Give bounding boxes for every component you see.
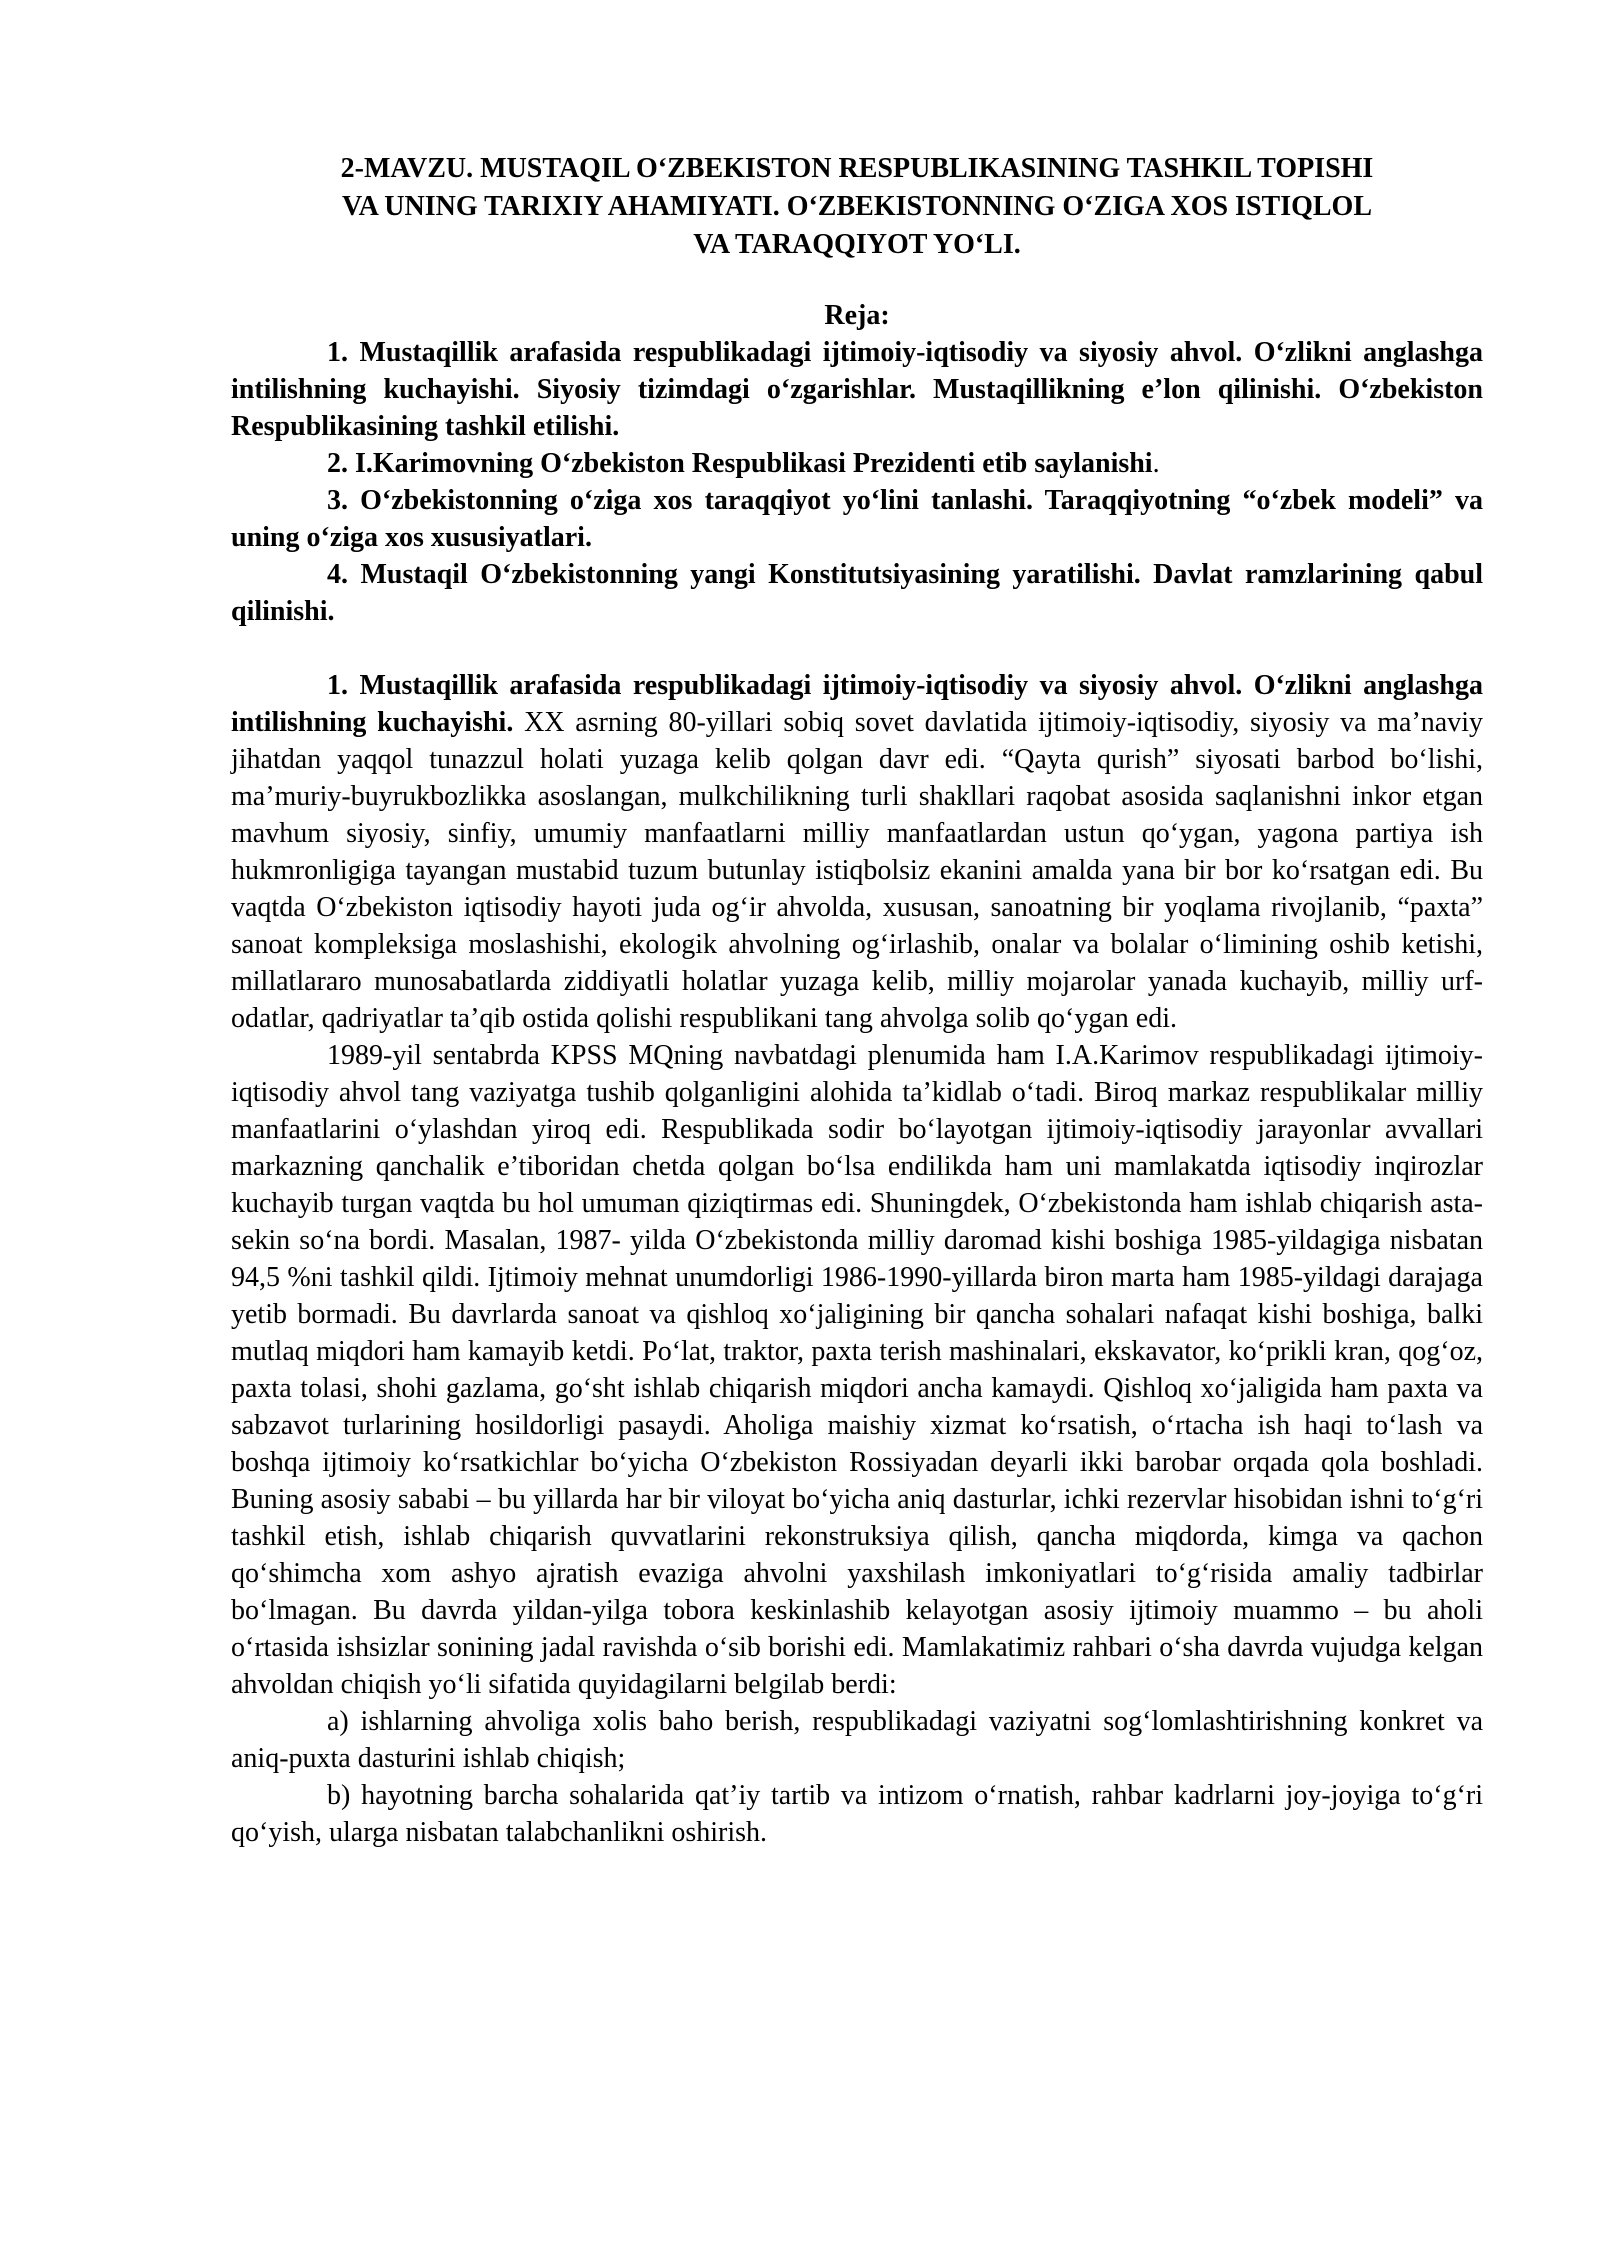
title-line-2: VA UNING TARIXIY AHAMIYATI. O‘ZBEKISTONNING O‘ZIGA XOS ISTIQLOL	[341, 191, 1373, 222]
section-1-text: XX asrning 80-yillari sobiq sovet davlatida ijtimoiy-iqtisodiy, siyosiy va ma’naviy jihatdan yaqqol tunazzul holati yuzaga kelib qolgan davr edi. “Qayta qurish” siyosati barbod bo‘lishi, ma’muriy-buyrukbozlikka asoslangan, mulkchilikning turli shakllari raqobat asosida saqlanishni inkor etgan mavhum siyosiy, sinfiy, umumiy manfaatlarni milliy manfaatlardan ustun qo‘ygan, yagona partiya ish hukmronligiga tayangan mustabid tuzum butunlay istiqbolsiz ekanini amalda yana bir bor ko‘rsatgan edi. Bu vaqtda O‘zbekiston iqtisodiy hayoti juda og‘ir ahvolda, xususan, sanoatning bir yoqlama rivojlanib, “paxta” sanoat kompleksiga moslashishi, ekologik ahvolning og‘irlashib, onalar va bolalar o‘limining oshib ketishi, millatlararo munosabatlarda ziddiyatli holatlar yuzaga kelib, milliy mojarolar yanada kuchayib, milliy urf-odatlar, qadriyatlar ta’qib ostida qolishi respublikani tang ahvolga solib qo‘ygan edi.	[231, 707, 1483, 1034]
title-line-3: VA TARAQQIYOT YO‘LI.	[693, 229, 1021, 260]
plan-item-2-period: .	[1152, 448, 1160, 479]
plan-item-3: 3. O‘zbekistonning o‘ziga xos taraqqiyot yo‘lini tanlashi. Taraqqiyotning “o‘zbek modeli” va uning o‘ziga xos xususiyatlari.	[231, 485, 1483, 553]
body-paragraph-1989: 1989-yil sentabrda KPSS MQning navbatdagi plenumida ham I.A.Karimov respublikadagi ijtimoiy-iqtisodiy ahvol tang vaziyatga tushib qolganligini alohida ta’kidlab o‘tadi. Biroq markaz respublikalar milliy manfaatlarini o‘ylashdan yiroq edi. Respublikada sodir bo‘layotgan ijtimoiy-iqtisodiy jarayonlar avvallari markazning qanchalik e’tiboridan chetda qolgan bo‘lsa endilikda ham uni mamlakatda iqtisodiy inqirozlar kuchayib turgan vaqtda bu hol umuman qiziqtirmas edi. Shuningdek, O‘zbekistonda ham ishlab chiqarish asta-sekin so‘na bordi. Masalan, 1987- yilda O‘zbekistonda milliy daromad kishi boshiga 1985-yildagiga nisbatan 94,5 %ni tashkil qildi. Ijtimoiy mehnat unumdorligi 1986-1990-yillarda biron marta ham 1985-yildagi darajaga yetib bormadi. Bu davrlarda sanoat va qishloq xo‘jaligining bir qancha sohalari nafaqat kishi boshiga, balki mutlaq miqdori ham kamayib ketdi. Po‘lat, traktor, paxta terish mashinalari, ekskavator, ko‘prikli kran, qog‘oz, paxta tolasi, shohi gazlama, go‘sht ishlab chiqarish miqdori ancha kamaydi. Qishloq xo‘jaligida ham paxta va sabzavot turlarining hosildorligi pasaydi. Aholiga maishiy xizmat ko‘rsatish, o‘rtacha ish haqi to‘lash va boshqa ijtimoiy ko‘rsatkichlar bo‘yicha O‘zbekiston Rossiyadan deyarli ikki barobar orqada qola boshladi. Buning asosiy sababi – bu yillarda har bir viloyat bo‘yicha aniq dasturlar, ichki rezervlar hisobidan ishni to‘g‘ri tashkil etish, ishlab chiqarish quvvatlarini rekonstruksiya qilish, qancha miqdorda, kimga va qachon qo‘shimcha xom ashyo ajratish evaziga ahvolni yaxshilash imkoniyatlari to‘g‘risida amaliy tadbirlar bo‘lmagan. Bu davrda yildan-yilga tobora keskinlashib kelayotgan asosiy ijtimoiy muammo – bu aholi o‘rtasida ishsizlar sonining jadal ravishda o‘sib borishi edi. Mamlakatimiz rahbari o‘sha davrda vujudga kelgan ahvoldan chiqish yo‘li sifatida quyidagilarni belgilab berdi:	[231, 1040, 1483, 1700]
section-1-paragraph	[231, 667, 1483, 1037]
title-line-1: 2-MAVZU. MUSTAQIL O‘ZBEKISTON RESPUBLIKASINING TASHKIL TOPISHI	[340, 153, 1374, 184]
plan-item-4: 4. Mustaqil O‘zbekistonning yangi Konstitutsiyasining yaratilishi. Davlat ramzlarining qabul qilinishi.	[231, 559, 1483, 627]
plan-heading: Reja:	[824, 300, 890, 331]
document-title	[231, 150, 1483, 264]
plan-item-2-text: 2. I.Karimovning O‘zbekiston Respublikasi Prezidenti etib saylanishi	[327, 448, 1153, 479]
plan-item-2	[231, 445, 1483, 482]
list-item-b: b) hayotning barcha sohalarida qat’iy tartib va intizom o‘rnatish, rahbar kadrlarni joy-joyiga to‘g‘ri qo‘yish, ularga nisbatan talabchanlikni oshirish.	[231, 1780, 1483, 1848]
document-page	[231, 150, 1483, 1851]
plan-item-1: 1. Mustaqillik arafasida respublikadagi ijtimoiy-iqtisodiy va siyosiy ahvol. O‘zlikni anglashga intilishning kuchayishi. Siyosiy tizimdagi o‘zgarishlar. Mustaqillikning e’lon qilinishi. O‘zbekiston Respublikasining tashkil etilishi.	[231, 337, 1483, 442]
section-1-heading: 1. Mustaqillik arafasida respublikadagi ijtimoiy-iqtisodiy va siyosiy ahvol. O‘zlikni anglashga intilishning kuchayishi.	[231, 670, 1483, 738]
list-item-a: a) ishlarning ahvoliga xolis baho berish, respublikadagi vaziyatni sog‘lomlashtirishning konkret va aniq-puxta dasturini ishlab chiqish;	[231, 1706, 1483, 1774]
